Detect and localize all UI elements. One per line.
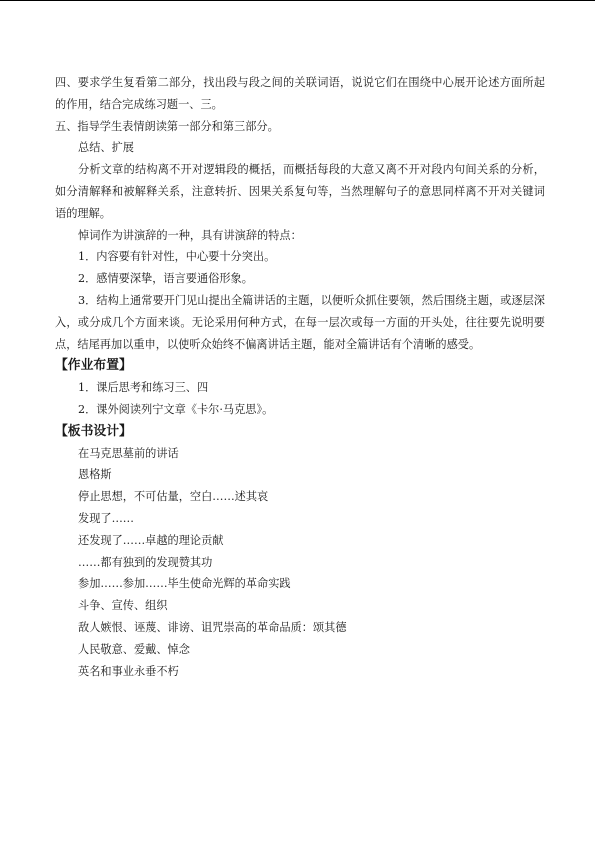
homework-item-2: 2．课外阅读列宁文章《卡尔·马克思》。: [78, 402, 274, 416]
board-design: [55, 443, 545, 683]
board-line: 还发现了……卓越的理论贡献: [78, 533, 224, 547]
board-line: ……都有独到的发现赞其功: [78, 555, 213, 569]
board-line: 发现了……: [78, 511, 134, 525]
board-line: 敌人嫉恨、诬蔑、诽谤、诅咒崇高的革命品质：颂其德: [78, 620, 347, 634]
header-rule: [0, 0, 595, 1]
document-page: [55, 72, 545, 682]
board-line: 英名和事业永垂不朽: [78, 664, 179, 678]
homework-heading: 【作业布置】: [55, 358, 132, 374]
summary-point-2: 2．感情要深挚，语言要通俗形象。: [78, 272, 253, 286]
summary-title: 总结、扩展: [78, 141, 134, 155]
board-line-author: 恩格斯: [78, 468, 112, 482]
board-line: 斗争、宣传、组织: [78, 599, 168, 613]
homework-item-1: 1．课后思考和练习三、四: [78, 381, 209, 395]
board-heading: 【板书设计】: [55, 423, 132, 439]
summary-paragraph-structure: 分析文章的结构离不开对逻辑段的概括，而概括每段的大意又离不开对段内句间关系的分析，如分清解释和被解释关系，注意转折、因果关系复句等，当然理解句子的意思同样离不开对关键词语的理解。: [55, 163, 545, 220]
step-five: 五、指导学生表情朗读第一部分和第三部分。: [55, 119, 279, 133]
summary-point-1: 1．内容要有针对性，中心要十分突出。: [78, 250, 276, 264]
board-line: 参加……参加……毕生使命光辉的革命实践: [78, 577, 291, 591]
summary-paragraph-eulogy: 悼词作为讲演辞的一种，具有讲演辞的特点：: [78, 228, 302, 242]
board-line: 人民敬意、爱戴、悼念: [78, 642, 190, 656]
summary-point-3: 3．结构上通常要开门见山提出全篇讲话的主题，以便听众抓住要领，然后围绕主题，或逐层深入，或分成几个方面来谈。无论采用何种方式，在每一层次或每一方面的开头处，往往要先说明要点，结尾再加以重申，以使听众始终不偏离讲话主题，能对全篇讲话有个清晰的感受。: [55, 293, 545, 351]
step-four: 四、要求学生复看第二部分，找出段与段之间的关联词语，说说它们在围绕中心展开论述方面所起的作用，结合完成练习题一、三。: [55, 76, 545, 111]
board-line-title: 在马克思墓前的讲话: [78, 446, 179, 460]
board-line: 停止思想，不可估量，空白……述其哀: [78, 490, 269, 504]
